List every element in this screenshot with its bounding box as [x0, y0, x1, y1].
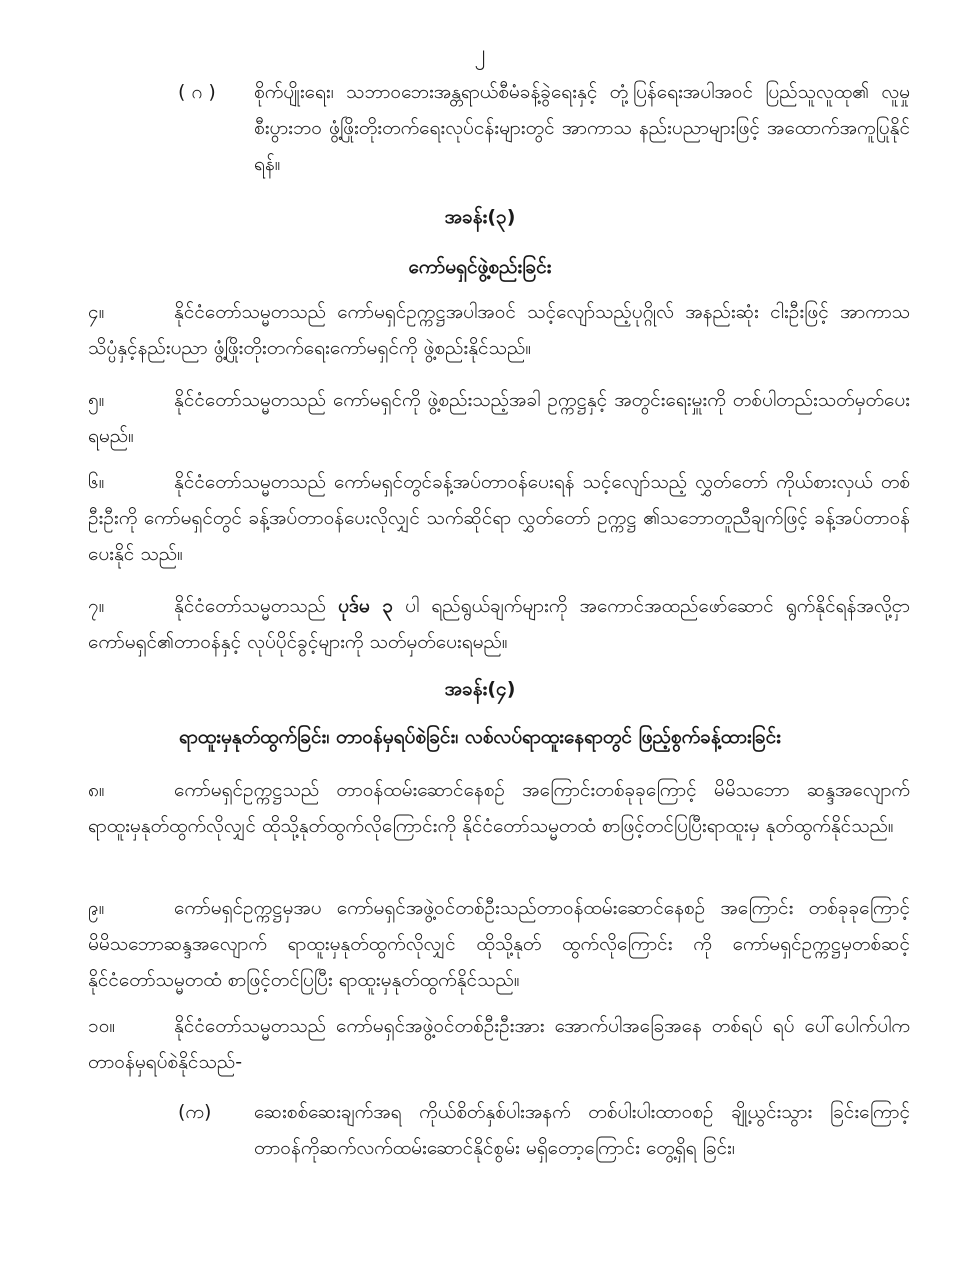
section-6	[88, 464, 910, 572]
section-10-number: ၁၀။	[88, 1015, 116, 1037]
section-4-number: ၄။	[88, 301, 105, 323]
chapter-3-subtitle: ကော်မရှင်ဖွဲ့စည်းခြင်း	[408, 256, 552, 278]
section-4	[88, 294, 910, 366]
section-8-text: ကော်မရှင်ဥက္ကဋ္ဌသည် တာဝန်ထမ်းဆောင်နေစဉ် အကြောင်းတစ်ခုခုကြောင့် မိမိသဘော ဆန္ဒအလျောက် ရာထူးမှနုတ်ထွက်လိုလျှင် ထိုသို့နုတ်ထွက်လိုကြောင်းကို နိုင်ငံတော်သမ္မတထံ စာဖြင့်တင်ပြပြီးရာထူးမှ နုတ်ထွက်နိုင်သည်။	[88, 779, 910, 837]
sub-clause-ga-text: စိုက်ပျိုးရေး၊ သဘာဝဘေးအန္တရာယ်စီမံခန့်ခွဲရေးနှင့် တုံ့ပြန်ရေးအပါအဝင် ပြည်သူလူထု၏ လူမှုစီးပွားဘဝ ဖွံ့ဖြိုးတိုးတက်ရေးလုပ်ငန်းများတွင် အာကာသ နည်းပညာများဖြင့် အထောက်အကူပြုနိုင်ရန်။	[254, 81, 910, 175]
section-5	[88, 382, 910, 454]
section-9	[88, 890, 910, 998]
section-8	[88, 772, 910, 844]
section-9-text: ကော်မရှင်ဥက္ကဋ္ဌမှအပ ကော်မရှင်အဖွဲ့ဝင်တစ်ဦးသည်တာဝန်ထမ်းဆောင်နေစဉ် အကြောင်း တစ်ခုခုကြောင့် မိမိသဘောဆန္ဒအလျောက် ရာထူးမှနုတ်ထွက်လိုလျှင် ထိုသို့နုတ် ထွက်လိုကြောင်း ကို ကော်မရှင်ဥက္ကဋ္ဌမှတစ်ဆင့် နိုင်ငံတော်သမ္မတထံ စာဖြင့်တင်ပြပြီး ရာထူးမှနုတ်ထွက်နိုင်သည်။	[88, 897, 910, 991]
section-10	[88, 1008, 910, 1080]
section-7	[88, 588, 910, 660]
section-8-number: ၈။	[88, 779, 105, 801]
section-5-text: နိုင်ငံတော်သမ္မတသည် ကော်မရှင်ကို ဖွဲ့စည်းသည့်အခါ ဥက္ကဋ္ဌနှင့် အတွင်းရေးမှူးကို တစ်ပါတည်းသတ်မှတ်ပေးရမည်။	[88, 389, 910, 447]
section-9-number: ၉။	[88, 897, 105, 919]
section-7-reference: ပုဒ်မ ၃	[338, 595, 394, 617]
section-7-text-before: နိုင်ငံတော်သမ္မတသည်	[174, 595, 339, 617]
section-7-number: ၇။	[88, 595, 105, 617]
section-4-text: နိုင်ငံတော်သမ္မတသည် ကော်မရှင်ဥက္ကဋ္ဌအပါအဝင် သင့်လျော်သည့်ပုဂ္ဂိုလ် အနည်းဆုံး ငါးဦးဖြင့် အာကာသသိပ္ပံနှင့်နည်းပညာ ဖွံ့ဖြိုးတိုးတက်ရေးကော်မရှင်ကို ဖွဲ့စည်းနိုင်သည်။	[88, 301, 910, 359]
section-10-text: နိုင်ငံတော်သမ္မတသည် ကော်မရှင်အဖွဲ့ဝင်တစ်ဦးဦးအား အောက်ပါအခြေအနေ တစ်ရပ် ရပ် ပေါ်ပေါက်ပါက တာဝန်မှရပ်စဲနိုင်သည်-	[88, 1015, 910, 1073]
sub-clause-ga	[178, 74, 910, 182]
chapter-3-title: အခန်း(၃)	[444, 206, 516, 228]
chapter-4-title: အခန်း(၄)	[444, 678, 516, 700]
section-6-text: နိုင်ငံတော်သမ္မတသည် ကော်မရှင်တွင်ခန့်အပ်တာဝန်ပေးရန် သင့်လျော်သည့် လွှတ်တော် ကိုယ်စားလှယ် တစ်ဦးဦးကို ကော်မရှင်တွင် ခန့်အပ်တာဝန်ပေးလိုလျှင် သက်ဆိုင်ရာ လွှတ်တော် ဥက္ကဋ္ဌ ၏သဘောတူညီချက်ဖြင့် ခန့်အပ်တာဝန်ပေးနိုင် သည်။	[88, 471, 910, 565]
sub-clause-ka-text: ဆေးစစ်ဆေးချက်အရ ကိုယ်စိတ်နှစ်ပါးအနက် တစ်ပါးပါးထာဝစဉ် ချို့ယွင်းသွား ခြင်းကြောင့် တာဝန်ကိုဆက်လက်ထမ်းဆောင်နိုင်စွမ်း မရှိတော့ကြောင်း တွေ့ရှိရ ခြင်း၊	[254, 1101, 910, 1159]
section-5-number: ၅။	[88, 389, 105, 411]
chapter-4-subtitle: ရာထူးမှနုတ်ထွက်ခြင်း၊ တာဝန်မှရပ်စဲခြင်း၊ လစ်လပ်ရာထူးနေရာတွင် ဖြည့်စွက်ခန့်ထားခြင်း	[179, 726, 781, 748]
section-6-number: ၆။	[88, 471, 105, 493]
sub-clause-ka-mark: (က)	[178, 1101, 212, 1123]
page-number: ၂	[474, 41, 486, 66]
section-7-text-after: ပါ ရည်ရွယ်ချက်များကို အကောင်အထည်ဖော်ဆောင် ရွက်နိုင်ရန်အလို့ငှာ ကော်မရှင်၏တာဝန်နှင့် လုပ်ပိုင်ခွင့်များကို သတ်မှတ်ပေးရမည်။	[88, 595, 910, 653]
sub-clause-ka	[178, 1094, 910, 1166]
sub-clause-ga-mark: ( ဂ )	[178, 81, 216, 103]
